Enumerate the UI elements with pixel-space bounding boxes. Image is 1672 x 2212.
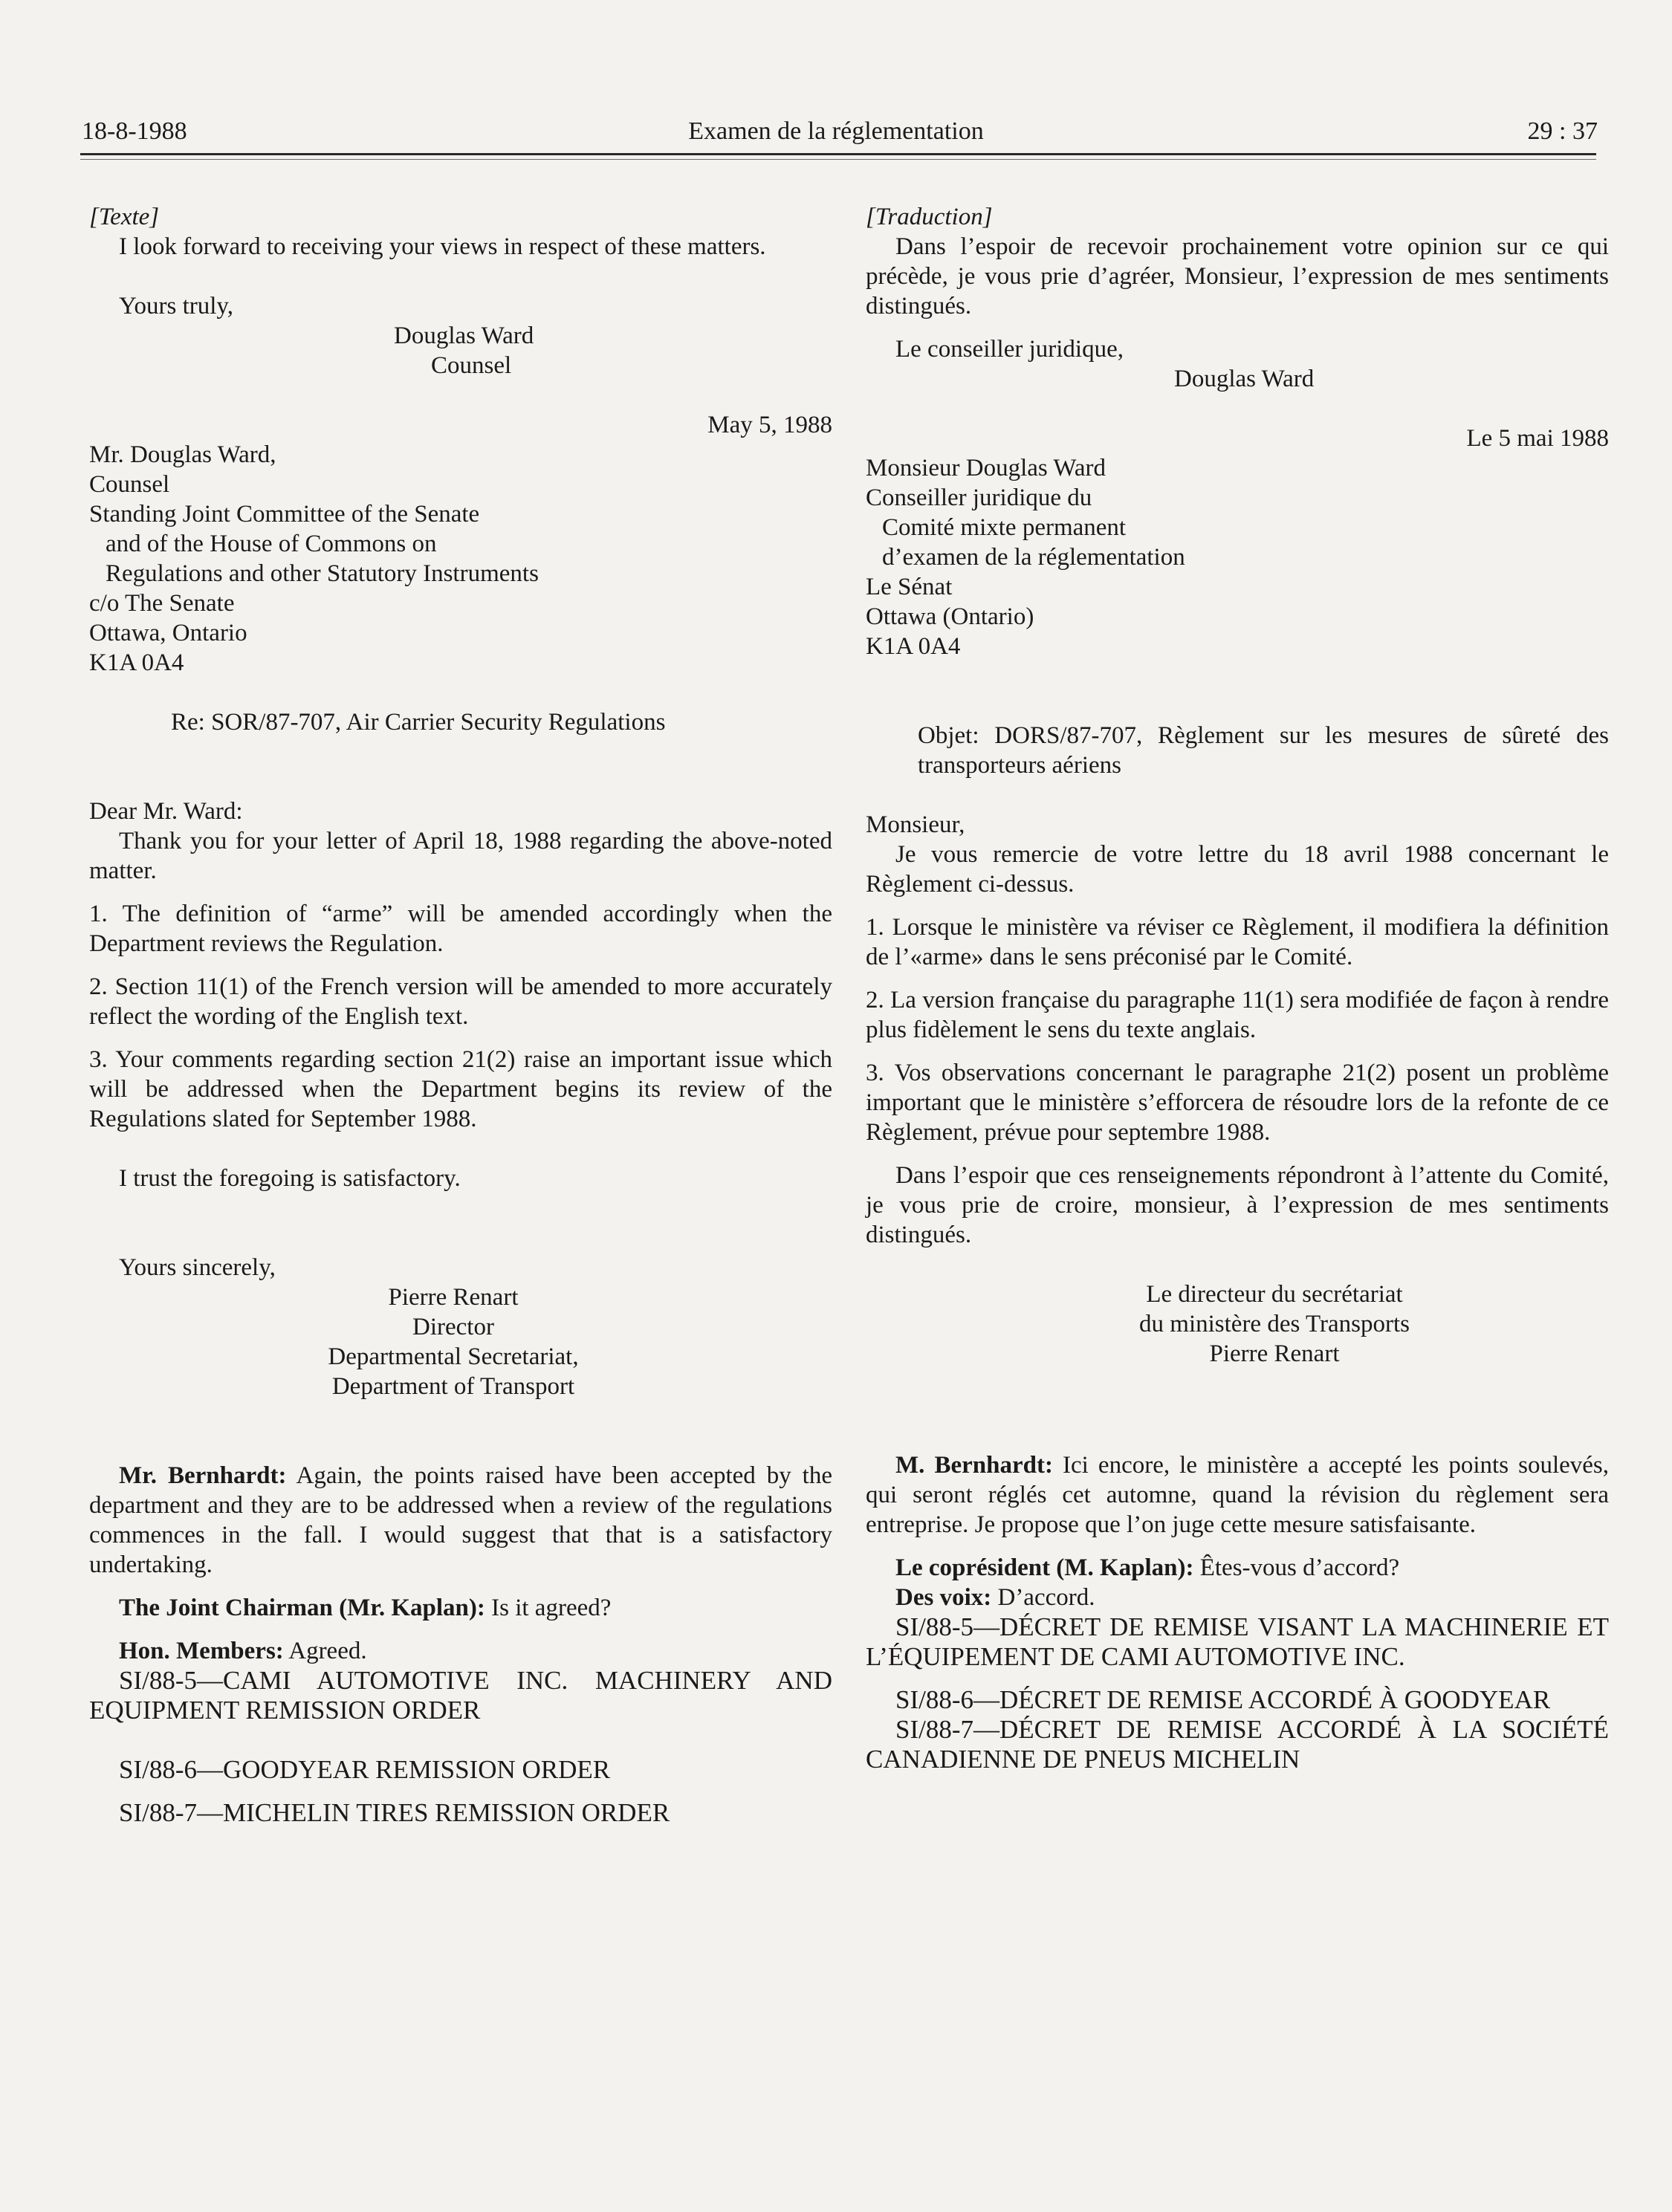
speech-chairman: Le coprésident (M. Kaplan): Êtes-vous d’accord?	[895, 1554, 1400, 1581]
header-date: 18-8-1988	[82, 117, 187, 145]
signature-title: Counsel	[431, 352, 512, 379]
speaker-name: Des voix:	[895, 1584, 992, 1611]
closing-yours-sincerely: Yours sincerely,	[119, 1254, 276, 1281]
speech-bernhardt: Mr. Bernhardt: Again, the points raised have been accepted by the department and they are to be addressed when a review of the regulations commences in the fall. I would suggest that that is a satisfactory undertaking.	[89, 1462, 832, 1578]
speech-members: Des voix: D’accord.	[895, 1584, 1095, 1611]
header-page-number: 29 : 37	[1527, 117, 1598, 145]
french-column	[866, 202, 1609, 1774]
agenda-item: SI/88-6—DÉCRET DE REMISE ACCORDÉ À GOODYEAR	[895, 1685, 1551, 1714]
recipient-address: Mr. Douglas Ward, Counsel Standing Joint Committee of the Senate and of the House of Commons on Regulations and other Statutory Instruments c/o The Senate Ottawa, Ontario K1A 0A4	[89, 441, 539, 676]
header-rule	[80, 153, 1596, 155]
speech-members: Hon. Members: Agreed.	[119, 1638, 367, 1664]
letter-paragraph: Dans l’espoir que ces renseignements répondront à l’attente du Comité, je vous prie de croire, monsieur, à l’expression de mes sentiments distingués.	[866, 1162, 1609, 1248]
letter-point-3: 3. Your comments regarding section 21(2) raise an important issue which will be addressed when the Department begins its review of the Regulations slated for September 1988.	[89, 1046, 832, 1132]
letter-date: Le 5 mai 1988	[1466, 425, 1609, 452]
subject-line: Objet: DORS/87-707, Règlement sur les mesures de sûreté des transporteurs aériens	[918, 722, 1609, 779]
agenda-item: SI/88-5—CAMI AUTOMOTIVE INC. MACHINERY AND EQUIPMENT REMISSION ORDER	[89, 1666, 832, 1725]
signature-name: Douglas Ward	[1174, 366, 1315, 392]
speaker-name: Le coprésident (M. Kaplan):	[895, 1554, 1194, 1581]
signature-block: Pierre Renart Director Departmental Secretariat, Department of Transport	[328, 1284, 579, 1400]
speaker-name: Mr. Bernhardt:	[119, 1462, 287, 1489]
speech-bernhardt: M. Bernhardt: Ici encore, le ministère a accepté les points soulevés, qui seront réglés cet automne, quand la révision du règlement sera entreprise. Je propose que l’on juge cette mesure satisfaisante.	[866, 1452, 1610, 1538]
speaker-name: The Joint Chairman (Mr. Kaplan):	[119, 1595, 485, 1621]
intro-paragraph: Dans l’espoir de recevoir prochainement votre opinion sur ce qui précède, je vous prie d’agréer, Monsieur, l’expression de mes sentiments distingués.	[866, 233, 1609, 320]
text-tag: [Texte]	[89, 204, 160, 230]
speech-chairman: The Joint Chairman (Mr. Kaplan): Is it agreed?	[119, 1595, 612, 1621]
letter-point-1: 1. The definition of “arme” will be amended accordingly when the Department reviews the Regulation.	[89, 901, 832, 957]
salutation: Monsieur,	[866, 811, 965, 838]
header-rule-thin	[80, 159, 1596, 160]
header-title: Examen de la réglementation	[688, 117, 984, 145]
letter-paragraph: I trust the foregoing is satisfactory.	[119, 1165, 461, 1192]
recipient-address: Monsieur Douglas Ward Conseiller juridique du Comité mixte permanent d’examen de la réglementation Le Sénat Ottawa (Ontario) K1A 0A4	[866, 455, 1185, 660]
letter-point-2: 2. Section 11(1) of the French version will be amended to more accurately reflect the wording of the English text.	[89, 973, 832, 1030]
intro-paragraph: I look forward to receiving your views in respect of these matters.	[119, 233, 766, 260]
subject-line: Re: SOR/87-707, Air Carrier Security Regulations	[171, 709, 666, 736]
letter-paragraph: Thank you for your letter of April 18, 1988 regarding the above-noted matter.	[89, 828, 832, 884]
signature-name: Douglas Ward	[394, 322, 534, 349]
agenda-item: SI/88-6—GOODYEAR REMISSION ORDER	[119, 1755, 611, 1784]
salutation: Dear Mr. Ward:	[89, 798, 243, 825]
letter-date: May 5, 1988	[707, 412, 832, 438]
signature-block: Le directeur du secrétariat du ministère des Transports Pierre Renart	[1139, 1281, 1410, 1367]
closing-conseiller: Le conseiller juridique,	[895, 336, 1124, 363]
letter-point-3: 3. Vos observations concernant le paragraphe 21(2) posent un problème important que le ministère s’efforcera de résoudre lors de la refonte de ce Règlement, prévue pour septembre 1988.	[866, 1060, 1609, 1146]
translation-tag: [Traduction]	[866, 204, 993, 230]
speaker-name: M. Bernhardt:	[895, 1452, 1053, 1479]
closing-yours-truly: Yours truly,	[119, 293, 234, 320]
letter-point-1: 1. Lorsque le ministère va réviser ce Règlement, il modifiera la définition de l’«arme» dans le sens préconisé par le Comité.	[866, 914, 1609, 970]
letter-point-2: 2. La version française du paragraphe 11(1) sera modifiée de façon à rendre plus fidèlement le sens du texte anglais.	[866, 987, 1609, 1043]
agenda-item: SI/88-7—DÉCRET DE REMISE ACCORDÉ À LA SOCIÉTÉ CANADIENNE DE PNEUS MICHELIN	[866, 1715, 1609, 1774]
agenda-item: SI/88-5—DÉCRET DE REMISE VISANT LA MACHINERIE ET L’ÉQUIPEMENT DE CAMI AUTOMOTIVE INC.	[866, 1612, 1609, 1671]
english-column	[89, 202, 832, 1828]
agenda-item: SI/88-7—MICHELIN TIRES REMISSION ORDER	[119, 1798, 670, 1827]
letter-paragraph: Je vous remercie de votre lettre du 18 avril 1988 concernant le Règlement ci-dessus.	[866, 841, 1609, 898]
speaker-name: Hon. Members:	[119, 1638, 284, 1664]
